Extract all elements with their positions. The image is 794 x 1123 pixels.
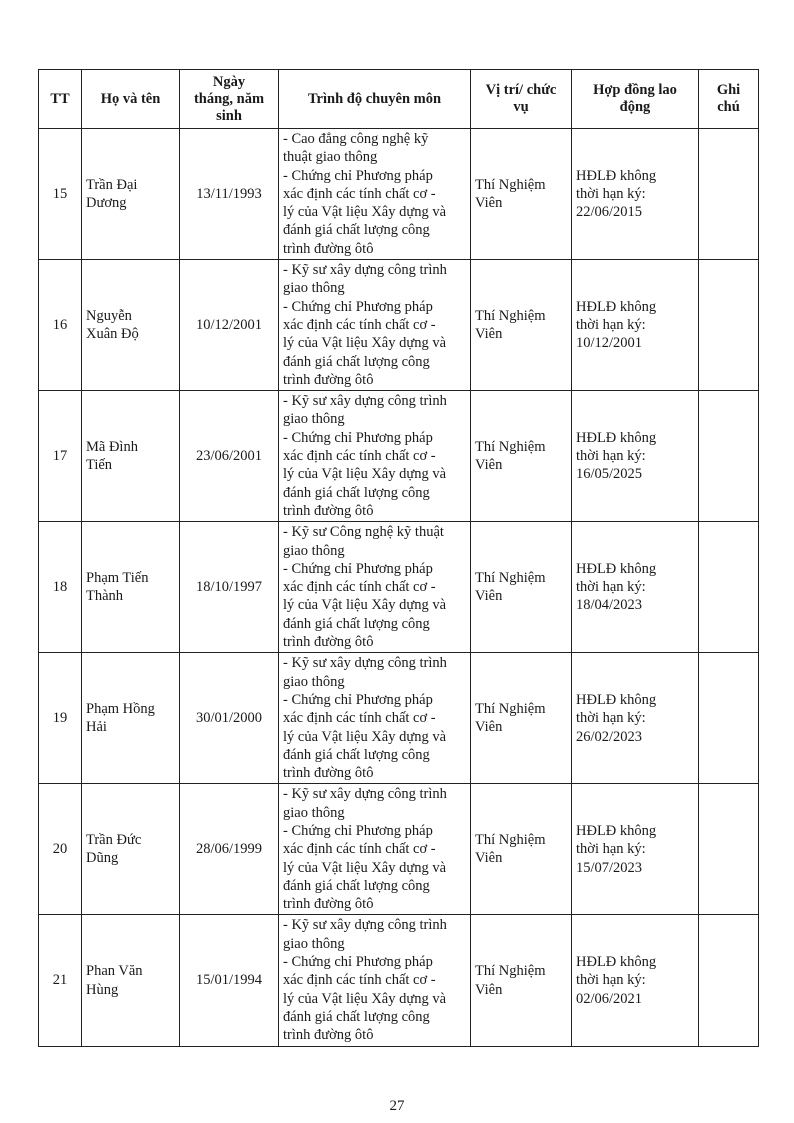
qualification-line: trình đường ôtô [283, 896, 374, 913]
qualification-line: - Kỹ sư xây dựng công trình [283, 262, 447, 279]
cell-dob: 18/10/1997 [180, 522, 279, 653]
qualification-line: xác định các tính chất cơ - [283, 448, 436, 465]
cell-tt: 16 [39, 260, 82, 391]
qualification-line: lý của Vật liệu Xây dựng và [283, 990, 447, 1007]
qualification-line: - Kỹ sư xây dựng công trình [283, 786, 447, 803]
qualification-line: giao thông [283, 411, 345, 428]
qualification-line: đánh giá chất lượng công [283, 746, 430, 763]
qualification-line: - Kỹ sư Công nghệ kỹ thuật [283, 524, 444, 541]
qualification-line: đánh giá chất lượng công [283, 484, 430, 501]
cell-name: Trần Đức Dũng [82, 784, 180, 915]
table-row [39, 129, 759, 260]
cell-note [699, 260, 759, 391]
qualification-line: trình đường ôtô [283, 240, 374, 257]
cell-name: Trần Đại Dương [82, 129, 180, 260]
table-row [39, 522, 759, 653]
cell-contract: HĐLĐ không thời hạn ký: 22/06/2015 [572, 129, 699, 260]
cell-note [699, 129, 759, 260]
qualification-line: - Kỹ sư xây dựng công trình [283, 917, 447, 934]
qualification-line: - Chứng chỉ Phương pháp [283, 429, 433, 446]
cell-dob: 13/11/1993 [180, 129, 279, 260]
cell-position: Thí Nghiệm Viên [471, 260, 572, 391]
cell-position: Thí Nghiệm Viên [471, 391, 572, 522]
qualification-line: thuật giao thông [283, 149, 378, 166]
qualification-line: giao thông [283, 804, 345, 821]
cell-note [699, 915, 759, 1046]
qualification-line: lý của Vật liệu Xây dựng và [283, 859, 447, 876]
cell-position: Thí Nghiệm Viên [471, 522, 572, 653]
qualification-line: lý của Vật liệu Xây dựng và [283, 728, 447, 745]
cell-qualification [279, 391, 471, 522]
cell-contract: HĐLĐ không thời hạn ký: 18/04/2023 [572, 522, 699, 653]
cell-tt: 21 [39, 915, 82, 1046]
cell-dob: 10/12/2001 [180, 260, 279, 391]
qualification-line: trình đường ôtô [283, 765, 374, 782]
qualification-line: - Cao đẳng công nghệ kỹ [283, 131, 429, 147]
qualification-line: xác định các tính chất cơ - [283, 710, 436, 727]
table-row [39, 653, 759, 784]
qualification-line: đánh giá chất lượng công [283, 877, 430, 894]
cell-tt: 18 [39, 522, 82, 653]
qualification-line: giao thông [283, 280, 345, 297]
header-contract: Hợp đồng lao động [572, 70, 699, 129]
qualification-line: trình đường ôtô [283, 1027, 374, 1044]
cell-name: Phạm Tiến Thành [82, 522, 180, 653]
table-row [39, 391, 759, 522]
qualification-line: giao thông [283, 542, 345, 559]
cell-note [699, 784, 759, 915]
cell-contract: HĐLĐ không thời hạn ký: 16/05/2025 [572, 391, 699, 522]
qualification-line: xác định các tính chất cơ - [283, 316, 436, 333]
qualification-line: trình đường ôtô [283, 371, 374, 388]
table-row [39, 915, 759, 1046]
header-position: Vị trí/ chức vụ [471, 70, 572, 129]
qualification-line: - Chứng chỉ Phương pháp [283, 691, 433, 708]
cell-position: Thí Nghiệm Viên [471, 915, 572, 1046]
cell-dob: 15/01/1994 [180, 915, 279, 1046]
qualification-line: - Chứng chỉ Phương pháp [283, 822, 433, 839]
qualification-line: xác định các tính chất cơ - [283, 579, 436, 596]
qualification-line: lý của Vật liệu Xây dựng và [283, 335, 447, 352]
cell-qualification [279, 129, 471, 260]
qualification-line: xác định các tính chất cơ - [283, 972, 436, 989]
cell-name: Phan Văn Hùng [82, 915, 180, 1046]
header-qualification: Trình độ chuyên môn [279, 70, 471, 129]
cell-qualification [279, 522, 471, 653]
staff-table [38, 69, 759, 1047]
cell-note [699, 522, 759, 653]
qualification-line: đánh giá chất lượng công [283, 222, 430, 239]
qualification-line: - Kỹ sư xây dựng công trình [283, 655, 447, 672]
cell-dob: 28/06/1999 [180, 784, 279, 915]
cell-tt: 20 [39, 784, 82, 915]
cell-contract: HĐLĐ không thời hạn ký: 10/12/2001 [572, 260, 699, 391]
cell-note [699, 653, 759, 784]
header-name: Họ và tên [82, 70, 180, 129]
header-dob: Ngày tháng, năm sinh [180, 70, 279, 129]
cell-tt: 15 [39, 129, 82, 260]
qualification-line: trình đường ôtô [283, 502, 374, 519]
table-header-row [39, 70, 759, 129]
qualification-line: - Chứng chỉ Phương pháp [283, 560, 433, 577]
page-number: 27 [389, 1098, 405, 1114]
qualification-line: - Chứng chỉ Phương pháp [283, 298, 433, 315]
cell-contract: HĐLĐ không thời hạn ký: 02/06/2021 [572, 915, 699, 1046]
cell-qualification [279, 784, 471, 915]
cell-note [699, 391, 759, 522]
cell-name: Phạm Hồng Hải [82, 653, 180, 784]
cell-contract: HĐLĐ không thời hạn ký: 15/07/2023 [572, 784, 699, 915]
cell-position: Thí Nghiệm Viên [471, 653, 572, 784]
qualification-line: lý của Vật liệu Xây dựng và [283, 466, 447, 483]
cell-dob: 23/06/2001 [180, 391, 279, 522]
qualification-line: trình đường ôtô [283, 634, 374, 651]
table-row [39, 784, 759, 915]
cell-name: Nguyễn Xuân Độ [82, 260, 180, 391]
table-row [39, 260, 759, 391]
qualification-line: lý của Vật liệu Xây dựng và [283, 204, 447, 221]
cell-qualification [279, 915, 471, 1046]
qualification-line: xác định các tính chất cơ - [283, 185, 436, 202]
cell-name: Mã Đình Tiến [82, 391, 180, 522]
table-body [39, 129, 759, 1047]
cell-tt: 19 [39, 653, 82, 784]
qualification-line: giao thông [283, 935, 345, 952]
qualification-line: đánh giá chất lượng công [283, 353, 430, 370]
qualification-line: - Kỹ sư xây dựng công trình [283, 393, 447, 410]
header-tt: TT [39, 70, 82, 129]
qualification-line: - Chứng chỉ Phương pháp [283, 954, 433, 971]
cell-qualification [279, 653, 471, 784]
cell-qualification [279, 260, 471, 391]
qualification-line: xác định các tính chất cơ - [283, 841, 436, 858]
qualification-line: đánh giá chất lượng công [283, 1008, 430, 1025]
cell-dob: 30/01/2000 [180, 653, 279, 784]
qualification-line: giao thông [283, 673, 345, 690]
header-note: Ghi chú [699, 70, 759, 129]
cell-position: Thí Nghiệm Viên [471, 784, 572, 915]
qualification-line: - Chứng chỉ Phương pháp [283, 167, 433, 184]
cell-contract: HĐLĐ không thời hạn ký: 26/02/2023 [572, 653, 699, 784]
cell-tt: 17 [39, 391, 82, 522]
qualification-line: lý của Vật liệu Xây dựng và [283, 597, 447, 614]
qualification-line: đánh giá chất lượng công [283, 615, 430, 632]
cell-position: Thí Nghiệm Viên [471, 129, 572, 260]
